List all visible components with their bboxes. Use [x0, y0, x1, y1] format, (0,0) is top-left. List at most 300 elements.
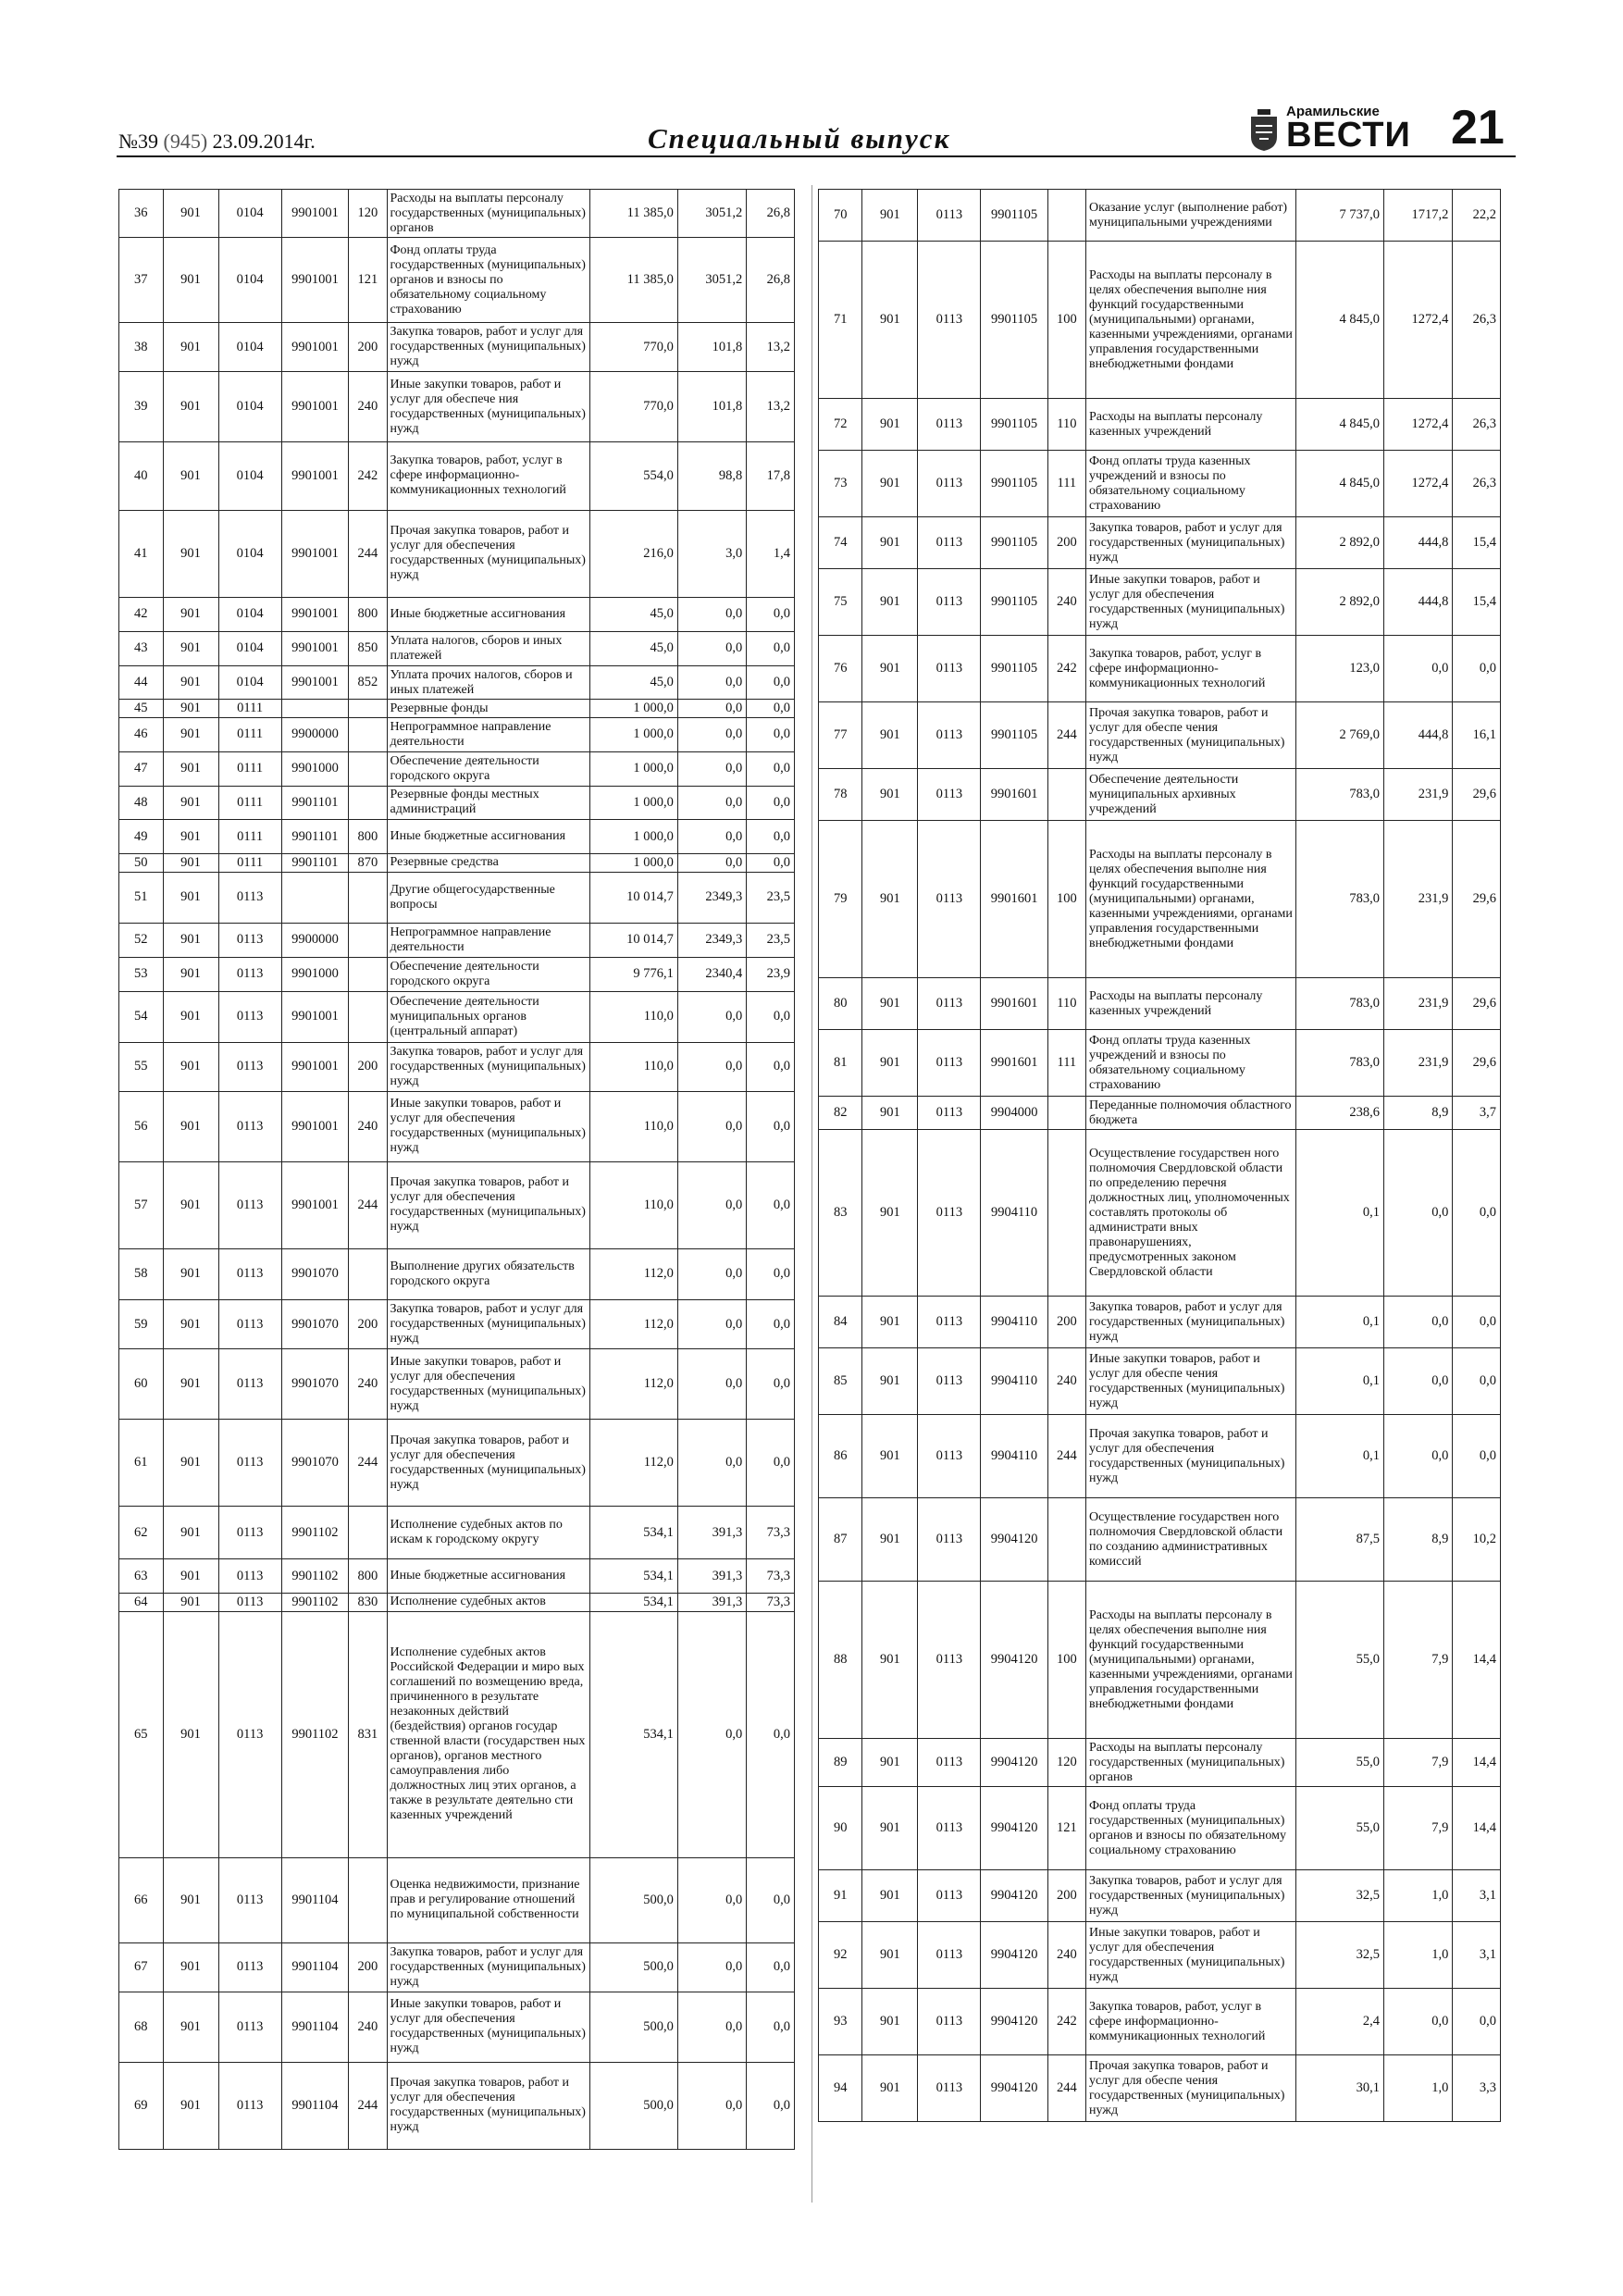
cell-n: 81: [819, 1030, 862, 1097]
cell-v2: 2340,4: [677, 957, 746, 991]
table-row: [819, 1498, 1501, 1582]
cell-a: 901: [163, 323, 218, 372]
cell-v1: 1 000,0: [589, 751, 677, 786]
cell-p: 0,0: [747, 820, 795, 854]
cell-d: 100: [1047, 242, 1085, 399]
cell-v2: 0,0: [677, 991, 746, 1042]
cell-a: 901: [163, 372, 218, 442]
cell-v2: 0,0: [677, 665, 746, 700]
cell-d: [349, 991, 387, 1042]
cell-a: 901: [862, 978, 918, 1030]
cell-p: 14,4: [1453, 1582, 1501, 1739]
cell-desc: Обеспечение деятельности городского округа: [387, 751, 589, 786]
cell-v1: 0,1: [1296, 1130, 1384, 1297]
cell-desc: Прочая закупка товаров, работ и услуг для обеспечения государственных (муниципальных) нужд: [387, 1419, 589, 1506]
cell-v1: 783,0: [1296, 1030, 1384, 1097]
cell-p: 0,0: [747, 1300, 795, 1349]
cell-n: 44: [119, 665, 164, 700]
cell-d: 240: [349, 1992, 387, 2062]
cell-b: 0113: [218, 1161, 281, 1248]
cell-v2: 1272,4: [1384, 399, 1453, 451]
cell-desc: Исполнение судебных актов Российской Федерации и миро вых соглашений по возмещению вреда, причиненного в результате незаконных действий (бездействия) органов государ ственной власти (государствен ных органов), органов местного самоуправления либо должностных лиц этих органов, а также в результате деятельно сти казенных учреждений: [387, 1611, 589, 1857]
issue-number: №39: [118, 130, 158, 153]
cell-n: 63: [119, 1559, 164, 1594]
cell-n: 76: [819, 636, 862, 702]
cell-v1: 45,0: [589, 665, 677, 700]
cell-a: 901: [163, 1419, 218, 1506]
cell-desc: Иные бюджетные ассигнования: [387, 1559, 589, 1594]
table-row: [119, 991, 795, 1042]
cell-n: 51: [119, 872, 164, 923]
cell-n: 45: [119, 700, 164, 717]
cell-b: 0113: [218, 923, 281, 957]
cell-n: 90: [819, 1787, 862, 1870]
cell-d: 240: [1047, 1922, 1085, 1989]
cell-v2: 2349,3: [677, 872, 746, 923]
cell-v2: 0,0: [1384, 1989, 1453, 2055]
cell-v2: 231,9: [1384, 1030, 1453, 1097]
cell-d: [349, 1857, 387, 1942]
cell-desc: Иные бюджетные ассигнования: [387, 820, 589, 854]
table-row: [819, 2055, 1501, 2122]
cell-a: 901: [862, 1787, 918, 1870]
cell-v2: 7,9: [1384, 1582, 1453, 1739]
newspaper-logo: [1249, 104, 1411, 155]
cell-a: 901: [862, 569, 918, 636]
table-row: [119, 1857, 795, 1942]
cell-a: 901: [163, 1559, 218, 1594]
cell-n: 88: [819, 1582, 862, 1739]
cell-d: 244: [1047, 702, 1085, 769]
cell-c: [281, 700, 348, 717]
cell-v2: 1,0: [1384, 1922, 1453, 1989]
cell-v1: 7 737,0: [1296, 190, 1384, 242]
cell-n: 69: [119, 2062, 164, 2149]
cell-desc: Иные закупки товаров, работ и услуг для обеспечения государственных (муниципальных) нужд: [1085, 1922, 1295, 1989]
cell-v2: 0,0: [1384, 636, 1453, 702]
cell-a: 901: [862, 1922, 918, 1989]
cell-b: 0113: [918, 190, 981, 242]
table-row: [819, 1130, 1501, 1297]
cell-d: [1047, 190, 1085, 242]
cell-a: 901: [163, 1042, 218, 1091]
table-row: [119, 1300, 795, 1349]
cell-p: 26,8: [747, 238, 795, 323]
cell-v1: 1 000,0: [589, 854, 677, 872]
table-row: [119, 1419, 795, 1506]
cell-v2: 0,0: [677, 1992, 746, 2062]
cell-c: 9901001: [281, 238, 348, 323]
cell-n: 86: [819, 1415, 862, 1498]
cell-a: 901: [163, 700, 218, 717]
cell-d: [349, 1507, 387, 1559]
cell-p: 0,0: [747, 1161, 795, 1248]
cell-p: 73,3: [747, 1559, 795, 1594]
cell-a: 901: [163, 238, 218, 323]
cell-b: 0104: [218, 631, 281, 665]
cell-n: 66: [119, 1857, 164, 1942]
cell-v1: 4 845,0: [1296, 242, 1384, 399]
cell-b: 0113: [218, 1857, 281, 1942]
cell-d: 830: [349, 1594, 387, 1611]
cell-a: 901: [163, 1507, 218, 1559]
cell-p: 3,1: [1453, 1922, 1501, 1989]
logo-subtitle: Арамильские: [1286, 104, 1380, 119]
cell-d: [349, 1248, 387, 1299]
table-row: [119, 372, 795, 442]
cell-n: 54: [119, 991, 164, 1042]
cell-desc: Закупка товаров, работ, услуг в сфере информационно-коммуникационных технологий: [1085, 636, 1295, 702]
cell-a: 901: [862, 1348, 918, 1415]
cell-d: 800: [349, 1559, 387, 1594]
cell-p: 3,1: [1453, 1870, 1501, 1922]
cell-p: 0,0: [747, 717, 795, 751]
cell-d: 200: [1047, 1297, 1085, 1348]
table-row: [119, 872, 795, 923]
issue-total-number: (945): [163, 130, 208, 153]
cell-a: 901: [163, 2062, 218, 2149]
page-number: 21: [1451, 101, 1505, 155]
table-row: [119, 1559, 795, 1594]
table-row: [119, 1349, 795, 1420]
cell-d: [349, 923, 387, 957]
cell-desc: Прочая закупка товаров, работ и услуг для обеспечения государственных (муниципальных) нужд: [387, 510, 589, 597]
cell-p: 0,0: [747, 1042, 795, 1091]
cell-a: 901: [862, 451, 918, 517]
cell-p: 29,6: [1453, 978, 1501, 1030]
cell-p: 0,0: [1453, 1130, 1501, 1297]
cell-b: 0113: [918, 517, 981, 569]
cell-v2: 0,0: [677, 1611, 746, 1857]
cell-p: 1,4: [747, 510, 795, 597]
cell-b: 0113: [218, 1507, 281, 1559]
cell-c: 9901001: [281, 442, 348, 511]
cell-desc: Фонд оплаты труда казенных учреждений и взносы по обязательному социальному страхованию: [1085, 1030, 1295, 1097]
cell-desc: Прочая закупка товаров, работ и услуг для обеспе чения государственных (муниципальных) нужд: [1085, 2055, 1295, 2122]
cell-p: 23,5: [747, 872, 795, 923]
cell-desc: Обеспечение деятельности муниципальных органов (центральный аппарат): [387, 991, 589, 1042]
cell-b: 0104: [218, 323, 281, 372]
cell-b: 0113: [218, 1559, 281, 1594]
cell-a: 901: [163, 510, 218, 597]
cell-p: 0,0: [747, 1857, 795, 1942]
cell-n: 89: [819, 1739, 862, 1787]
table-row: [819, 1097, 1501, 1130]
cell-p: 0,0: [1453, 1989, 1501, 2055]
cell-v1: 0,1: [1296, 1297, 1384, 1348]
cell-b: 0113: [218, 1594, 281, 1611]
cell-desc: Исполнение судебных актов по искам к городскому округу: [387, 1507, 589, 1559]
cell-v1: 534,1: [589, 1611, 677, 1857]
cell-c: 9904120: [981, 1922, 1047, 1989]
cell-d: [349, 786, 387, 820]
table-row: [119, 510, 795, 597]
cell-v1: 2 892,0: [1296, 517, 1384, 569]
table-row: [819, 399, 1501, 451]
cell-desc: Резервные средства: [387, 854, 589, 872]
cell-v2: 0,0: [1384, 1297, 1453, 1348]
cell-v2: 101,8: [677, 323, 746, 372]
cell-d: 100: [1047, 821, 1085, 978]
logo-title: ВЕСТИ: [1286, 116, 1411, 155]
cell-v2: 3,0: [677, 510, 746, 597]
cell-b: 0113: [918, 1130, 981, 1297]
cell-d: 240: [349, 372, 387, 442]
table-row: [119, 1161, 795, 1248]
cell-desc: Выполнение других обязательств городского округа: [387, 1248, 589, 1299]
table-row: [119, 1992, 795, 2062]
table-row: [119, 820, 795, 854]
cell-v2: 0,0: [677, 2062, 746, 2149]
cell-v2: 0,0: [677, 1042, 746, 1091]
cell-desc: Закупка товаров, работ и услуг для государственных (муниципальных) нужд: [387, 1042, 589, 1091]
cell-n: 70: [819, 190, 862, 242]
cell-c: 9904110: [981, 1348, 1047, 1415]
cell-c: 9904110: [981, 1415, 1047, 1498]
cell-c: 9904110: [981, 1130, 1047, 1297]
cell-desc: Уплата прочих налогов, сборов и иных платежей: [387, 665, 589, 700]
cell-a: 901: [862, 821, 918, 978]
cell-v2: 7,9: [1384, 1787, 1453, 1870]
cell-d: 244: [349, 1419, 387, 1506]
cell-n: 77: [819, 702, 862, 769]
cell-v1: 110,0: [589, 1161, 677, 1248]
cell-p: 0,0: [747, 2062, 795, 2149]
cell-v1: 554,0: [589, 442, 677, 511]
cell-a: 901: [862, 1989, 918, 2055]
cell-n: 61: [119, 1419, 164, 1506]
cell-c: 9901105: [981, 517, 1047, 569]
cell-c: 9901102: [281, 1559, 348, 1594]
cell-p: 0,0: [747, 665, 795, 700]
cell-d: 800: [349, 597, 387, 631]
cell-a: 901: [862, 1415, 918, 1498]
cell-desc: Исполнение судебных актов: [387, 1594, 589, 1611]
cell-v1: 10 014,7: [589, 923, 677, 957]
cell-a: 901: [163, 820, 218, 854]
cell-d: 240: [349, 1349, 387, 1420]
cell-d: 110: [1047, 399, 1085, 451]
cell-p: 0,0: [747, 1419, 795, 1506]
cell-a: 901: [862, 517, 918, 569]
cell-c: 9901104: [281, 2062, 348, 2149]
cell-a: 901: [862, 1130, 918, 1297]
cell-n: 58: [119, 1248, 164, 1299]
cell-v1: 30,1: [1296, 2055, 1384, 2122]
cell-b: 0113: [218, 991, 281, 1042]
cell-c: 9901102: [281, 1507, 348, 1559]
cell-p: 23,5: [747, 923, 795, 957]
cell-n: 82: [819, 1097, 862, 1130]
cell-n: 71: [819, 242, 862, 399]
cell-b: 0113: [918, 1787, 981, 1870]
cell-desc: Закупка товаров, работ и услуг для государственных (муниципальных) нужд: [1085, 1297, 1295, 1348]
cell-n: 72: [819, 399, 862, 451]
cell-c: 9904000: [981, 1097, 1047, 1130]
cell-c: 9901001: [281, 991, 348, 1042]
cell-v2: 2349,3: [677, 923, 746, 957]
cell-b: 0113: [918, 702, 981, 769]
cell-p: 16,1: [1453, 702, 1501, 769]
cell-d: 120: [349, 190, 387, 238]
cell-a: 901: [163, 1248, 218, 1299]
cell-a: 901: [163, 1611, 218, 1857]
cell-a: 901: [862, 1498, 918, 1582]
cell-d: 111: [1047, 451, 1085, 517]
cell-n: 64: [119, 1594, 164, 1611]
table-row: [819, 1030, 1501, 1097]
cell-a: 901: [163, 1594, 218, 1611]
cell-p: 0,0: [747, 631, 795, 665]
cell-n: 52: [119, 923, 164, 957]
cell-p: 26,3: [1453, 242, 1501, 399]
cell-v2: 231,9: [1384, 769, 1453, 821]
cell-d: [349, 700, 387, 717]
cell-desc: Фонд оплаты труда казенных учреждений и взносы по обязательному социальному страхованию: [1085, 451, 1295, 517]
cell-desc: Резервные фонды местных администраций: [387, 786, 589, 820]
cell-v1: 500,0: [589, 1942, 677, 1992]
cell-p: 29,6: [1453, 821, 1501, 978]
cell-v1: 534,1: [589, 1507, 677, 1559]
cell-a: 901: [163, 1942, 218, 1992]
cell-desc: Расходы на выплаты персоналу казенных учреждений: [1085, 399, 1295, 451]
cell-b: 0111: [218, 854, 281, 872]
cell-n: 65: [119, 1611, 164, 1857]
cell-p: 0,0: [747, 597, 795, 631]
cell-v1: 55,0: [1296, 1582, 1384, 1739]
cell-v2: 0,0: [677, 786, 746, 820]
cell-d: 244: [1047, 1415, 1085, 1498]
cell-n: 75: [819, 569, 862, 636]
cell-c: 9901001: [281, 372, 348, 442]
cell-b: 0104: [218, 372, 281, 442]
cell-d: 200: [349, 323, 387, 372]
table-row: [819, 821, 1501, 978]
cell-c: 9901001: [281, 190, 348, 238]
table-row: [819, 1415, 1501, 1498]
cell-c: [281, 872, 348, 923]
cell-v1: 770,0: [589, 323, 677, 372]
cell-desc: Прочая закупка товаров, работ и услуг для обеспечения государственных (муниципальных) нужд: [1085, 1415, 1295, 1498]
cell-d: 200: [1047, 517, 1085, 569]
cell-d: 100: [1047, 1582, 1085, 1739]
cell-v1: 534,1: [589, 1559, 677, 1594]
cell-p: 26,8: [747, 190, 795, 238]
cell-v1: 112,0: [589, 1248, 677, 1299]
cell-b: 0104: [218, 238, 281, 323]
cell-v1: 2,4: [1296, 1989, 1384, 2055]
cell-v2: 101,8: [677, 372, 746, 442]
cell-v2: 0,0: [677, 1300, 746, 1349]
cell-n: 46: [119, 717, 164, 751]
cell-desc: Закупка товаров, работ и услуг для государственных (муниципальных) нужд: [1085, 517, 1295, 569]
cell-c: 9901070: [281, 1349, 348, 1420]
cell-c: 9901101: [281, 820, 348, 854]
cell-desc: Прочая закупка товаров, работ и услуг для обеспе чения государственных (муниципальных) нужд: [1085, 702, 1295, 769]
cell-p: 26,3: [1453, 399, 1501, 451]
cell-d: 244: [349, 510, 387, 597]
cell-v1: 110,0: [589, 1091, 677, 1161]
cell-d: 120: [1047, 1739, 1085, 1787]
cell-b: 0113: [918, 769, 981, 821]
cell-n: 80: [819, 978, 862, 1030]
cell-d: [1047, 1097, 1085, 1130]
cell-b: 0113: [918, 569, 981, 636]
issue-date: 23.09.2014г.: [212, 130, 316, 153]
cell-v2: 0,0: [677, 1942, 746, 1992]
cell-v1: 216,0: [589, 510, 677, 597]
cell-v2: 1272,4: [1384, 451, 1453, 517]
cell-p: 22,2: [1453, 190, 1501, 242]
cell-v2: 391,3: [677, 1594, 746, 1611]
cell-a: 901: [163, 1091, 218, 1161]
cell-p: 0,0: [747, 854, 795, 872]
cell-v2: 0,0: [677, 1857, 746, 1942]
cell-d: 242: [1047, 636, 1085, 702]
table-row: [119, 190, 795, 238]
cell-c: 9901601: [981, 978, 1047, 1030]
cell-v1: 0,1: [1296, 1415, 1384, 1498]
cell-v1: 32,5: [1296, 1870, 1384, 1922]
cell-a: 901: [862, 1297, 918, 1348]
cell-v2: 7,9: [1384, 1739, 1453, 1787]
cell-v2: 0,0: [1384, 1130, 1453, 1297]
table-row: [119, 323, 795, 372]
cell-p: 0,0: [747, 751, 795, 786]
cell-desc: Осуществление государствен ного полномочия Свердловской области по определению перечня должностных лиц, уполномоченных составлять протоколы об администрати вных правонарушениях, предусмотренных законом Свердловской области: [1085, 1130, 1295, 1297]
cell-v1: 4 845,0: [1296, 399, 1384, 451]
cell-v2: 231,9: [1384, 821, 1453, 978]
cell-a: 901: [163, 1300, 218, 1349]
table-row: [119, 597, 795, 631]
cell-desc: Фонд оплаты труда государственных (муниципальных) органов и взносы по обязательному социальному страхованию: [387, 238, 589, 323]
cell-v1: 534,1: [589, 1594, 677, 1611]
cell-v1: 11 385,0: [589, 238, 677, 323]
cell-n: 39: [119, 372, 164, 442]
cell-desc: Закупка товаров, работ, услуг в сфере информационно-коммуникационных технологий: [387, 442, 589, 511]
cell-b: 0113: [218, 1091, 281, 1161]
table-row: [119, 1091, 795, 1161]
cell-n: 59: [119, 1300, 164, 1349]
cell-p: 73,3: [747, 1594, 795, 1611]
cell-d: 852: [349, 665, 387, 700]
cell-a: 901: [163, 751, 218, 786]
cell-v2: 0,0: [677, 717, 746, 751]
cell-b: 0113: [918, 1989, 981, 2055]
cell-v2: 1,0: [1384, 2055, 1453, 2122]
cell-desc: Расходы на выплаты персоналу казенных учреждений: [1085, 978, 1295, 1030]
cell-d: [1047, 1130, 1085, 1297]
cell-desc: Закупка товаров, работ, услуг в сфере информационно-коммуникационных технологий: [1085, 1989, 1295, 2055]
cell-c: 9901104: [281, 1942, 348, 1992]
cell-c: 9901001: [281, 631, 348, 665]
cell-c: 9904120: [981, 2055, 1047, 2122]
cell-desc: Оценка недвижимости, признание прав и регулирование отношений по муниципальной собственности: [387, 1857, 589, 1942]
cell-b: 0113: [218, 1419, 281, 1506]
cell-n: 47: [119, 751, 164, 786]
cell-v2: 444,8: [1384, 569, 1453, 636]
cell-v1: 45,0: [589, 631, 677, 665]
cell-d: [349, 872, 387, 923]
cell-d: [349, 751, 387, 786]
cell-c: 9901105: [981, 242, 1047, 399]
cell-p: 0,0: [747, 1942, 795, 1992]
table-row: [819, 242, 1501, 399]
cell-a: 901: [163, 717, 218, 751]
cell-a: 901: [163, 854, 218, 872]
table-row: [119, 717, 795, 751]
cell-c: 9900000: [281, 923, 348, 957]
